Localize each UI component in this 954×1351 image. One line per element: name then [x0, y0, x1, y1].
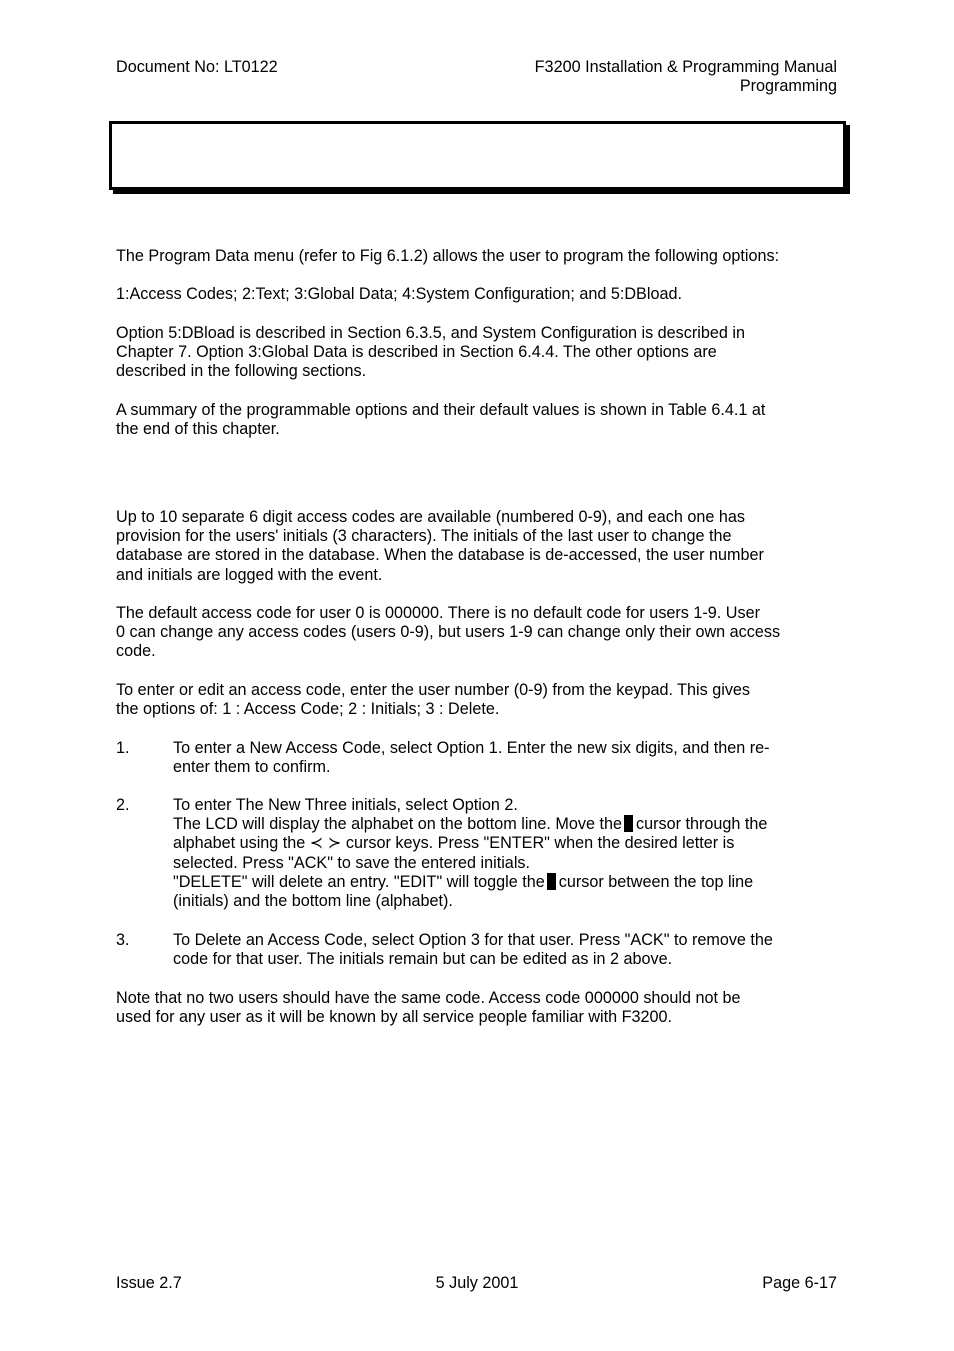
- text-line: The default access code for user 0 is 000000. There is no default code for users 1-9. User: [116, 604, 760, 622]
- text-fragment: "DELETE" will delete an entry. "EDIT" will toggle the: [173, 872, 545, 891]
- step-number: 1.: [116, 739, 130, 757]
- text-line: selected. Press "ACK" to save the entered initials.: [173, 853, 531, 872]
- text-line: [173, 873, 838, 892]
- text-line: 0 can change any access codes (users 0-9), but users 1-9 can change only their own access: [116, 623, 781, 642]
- intro-paragraph-3: [116, 324, 844, 382]
- text-line: To enter a New Access Code, select Option 1. Enter the new six digits, and then re-: [173, 739, 770, 757]
- text-line: provision for the users' initials (3 characters). The initials of the last user to change the: [116, 527, 732, 546]
- text-line: (initials) and the bottom line (alphabet).: [173, 892, 453, 911]
- text-line: Note that no two users should have the same code. Access code 000000 should not be: [116, 989, 741, 1007]
- text-line: Up to 10 separate 6 digit access codes are available (numbered 0-9), and each one has: [116, 508, 746, 526]
- access-paragraph-1: [116, 508, 844, 585]
- text-line: To Delete an Access Code, select Option 3 for that user. Press "ACK" to remove the: [173, 931, 773, 949]
- step-1: [116, 739, 838, 779]
- header-titles: [470, 58, 837, 96]
- step-text: [173, 739, 838, 777]
- text-line: code.: [116, 642, 156, 661]
- text-fragment: cursor through the: [636, 815, 768, 834]
- access-paragraph-2: [116, 604, 844, 662]
- step-number: 2.: [116, 796, 130, 814]
- step-3: [116, 931, 838, 971]
- step-number: 3.: [116, 931, 130, 949]
- text-line: and initials are logged with the event.: [116, 565, 383, 584]
- text-line: the end of this chapter.: [116, 420, 280, 439]
- text-line: A summary of the programmable options and their default values is shown in Table 6.4.1 at: [116, 401, 766, 419]
- step-2: [116, 796, 838, 914]
- manual-title: F3200 Installation & Programming Manual: [534, 58, 837, 76]
- text-line: database are stored in the database. When the database is de-accessed, the user number: [116, 546, 764, 565]
- section-name: Programming: [739, 77, 837, 96]
- text-line: the options of: 1 : Access Code; 2 : Initials; 3 : Delete.: [116, 700, 500, 719]
- document-number: Document No: LT0122: [116, 58, 278, 76]
- footer-issue: Issue 2.7: [116, 1274, 182, 1292]
- intro-paragraph-2: 1:Access Codes; 2:Text; 3:Global Data; 4:System Configuration; and 5:DBload.: [116, 285, 682, 303]
- text-fragment: cursor between the top line: [558, 872, 754, 891]
- text-line: To enter The New Three initials, select Option 2.: [173, 796, 518, 814]
- section-title-box: [109, 121, 846, 190]
- intro-paragraph-4: [116, 401, 844, 439]
- text-line: To enter or edit an access code, enter the user number (0-9) from the keypad. This gives: [116, 681, 751, 699]
- text-line: used for any user as it will be known by all service people familiar with F3200.: [116, 1008, 673, 1027]
- footer-page-number: Page 6-17: [762, 1274, 837, 1292]
- note-paragraph: [116, 989, 844, 1027]
- intro-paragraph-1: The Program Data menu (refer to Fig 6.1.2) allows the user to program the following options:: [116, 247, 780, 265]
- text-line: [173, 815, 838, 834]
- text-line: Option 5:DBload is described in Section 6.3.5, and System Configuration is described in: [116, 324, 745, 342]
- step-text: [173, 796, 838, 911]
- block-cursor-icon: [624, 815, 633, 832]
- text-fragment: The LCD will display the alphabet on the bottom line. Move the: [173, 815, 623, 834]
- text-line: described in the following sections.: [116, 362, 367, 381]
- footer-date: 5 July 2001: [435, 1274, 519, 1292]
- text-line: enter them to confirm.: [173, 758, 331, 777]
- block-cursor-icon: [547, 873, 556, 890]
- text-line: Chapter 7. Option 3:Global Data is described in Section 6.4.4. The other options are: [116, 343, 717, 362]
- step-text: [173, 931, 838, 969]
- text-line: code for that user. The initials remain but can be edited as in 2 above.: [173, 950, 673, 969]
- text-line: alphabet using the ≺ ≻ cursor keys. Press "ENTER" when the desired letter is: [173, 834, 735, 853]
- access-paragraph-3: [116, 681, 844, 719]
